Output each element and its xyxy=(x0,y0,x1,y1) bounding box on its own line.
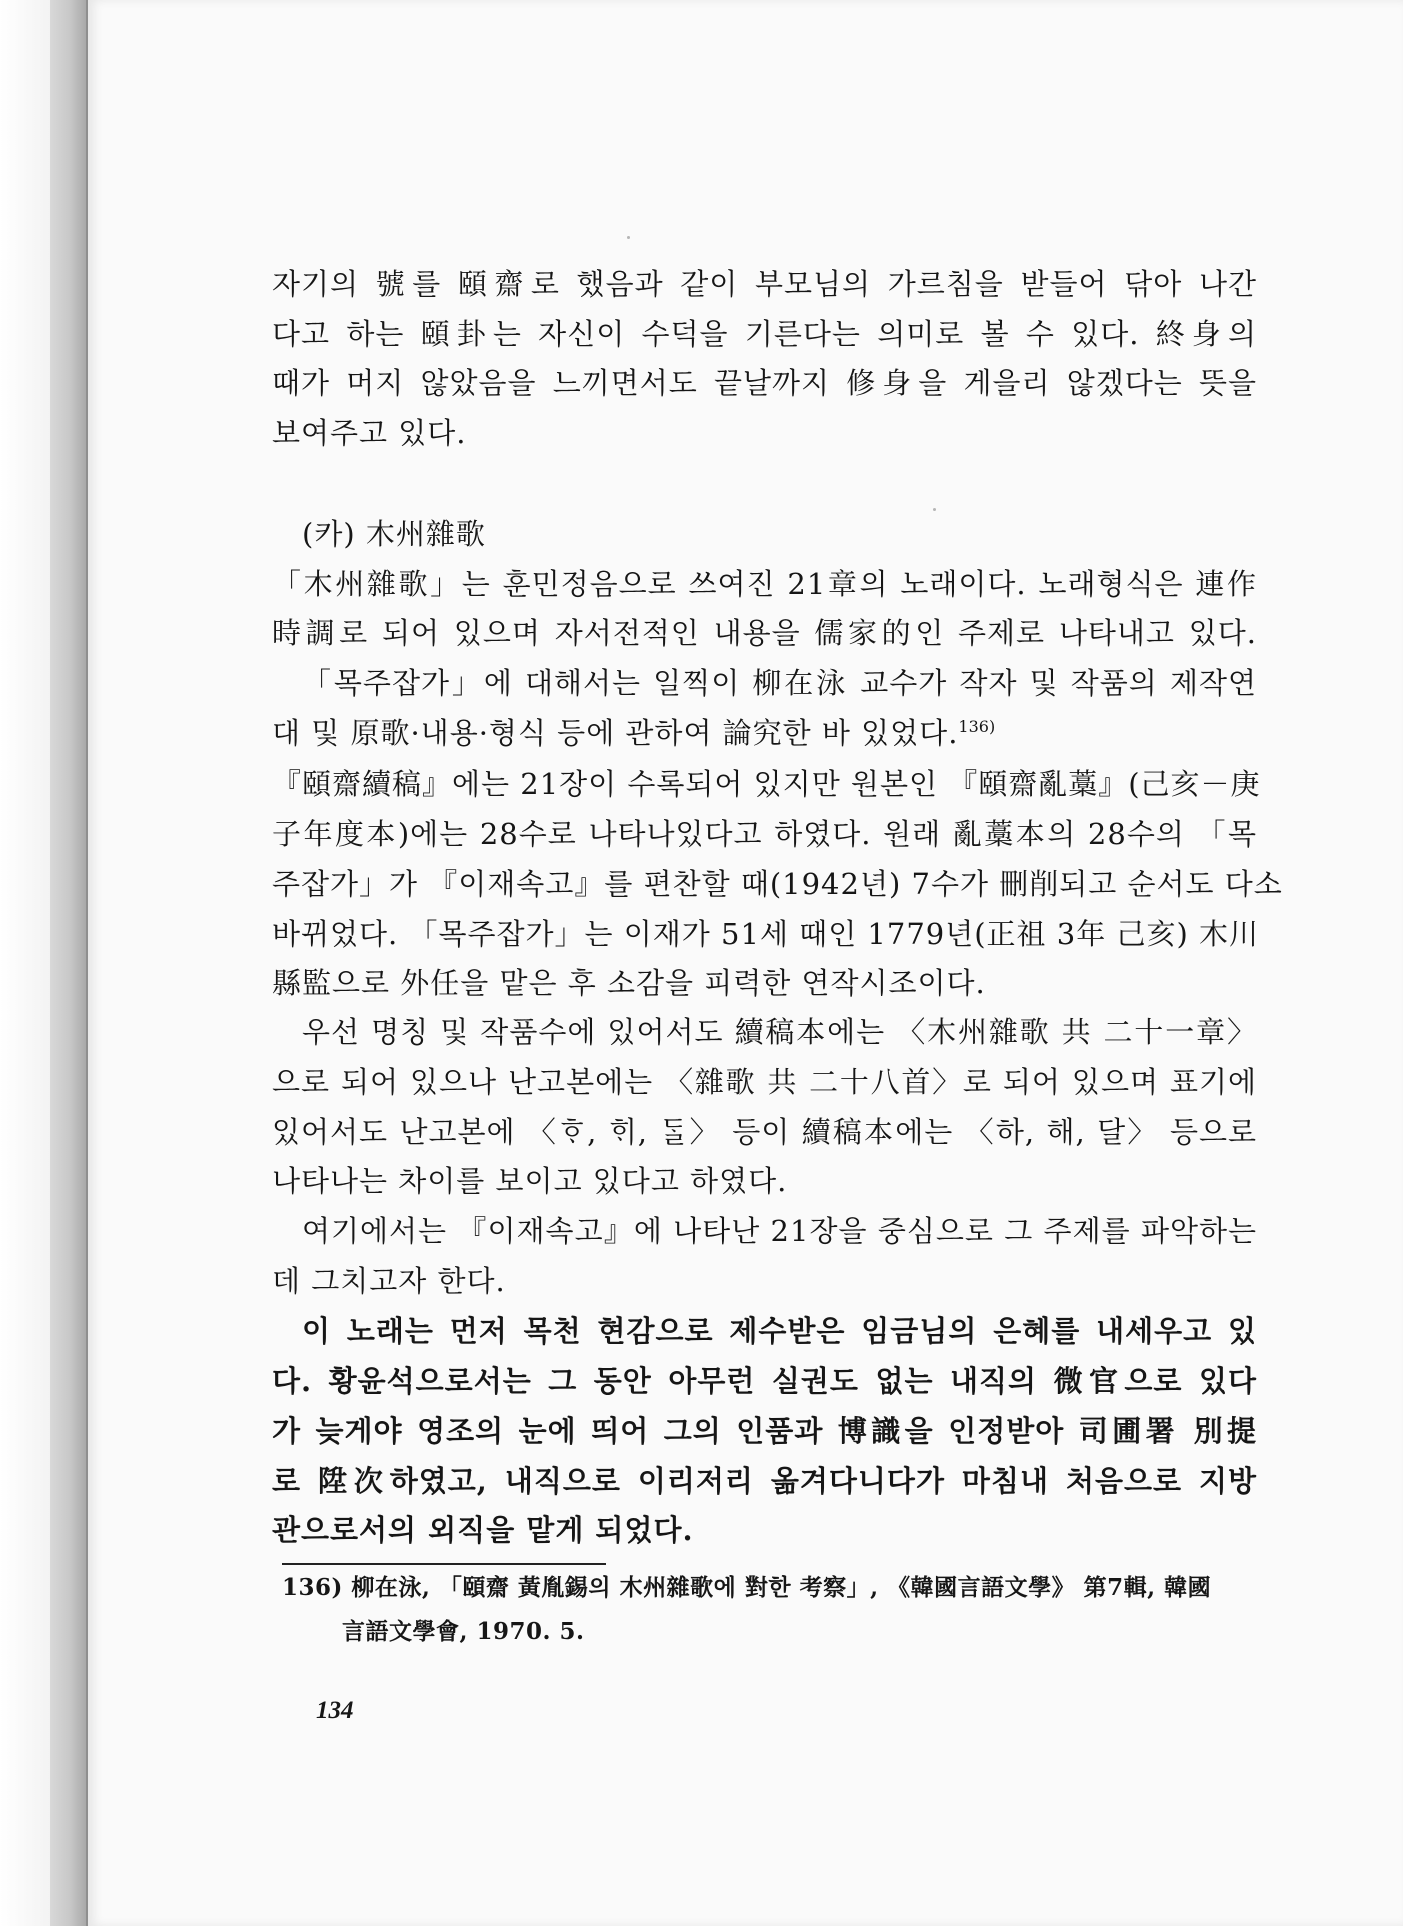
body-line: 縣監으로 外任을 맡은 후 소감을 피력한 연작시조이다. xyxy=(272,966,986,1000)
body-line: 時調로 되어 있으며 자서전적인 내용을 儒家的인 주제로 나타내고 있다. xyxy=(272,616,1257,650)
body-line: 다고 하는 頤卦는 자신이 수덕을 기른다는 의미로 볼 수 있다. 終身의 xyxy=(272,317,1257,351)
body-line: 때가 머지 않았음을 느끼면서도 끝날까지 修身을 게을리 않겠다는 뜻을 xyxy=(272,366,1257,400)
body-line: 「木州雜歌」는 훈민정음으로 쓰여진 21章의 노래이다. 노래형식은 連作 xyxy=(272,567,1257,601)
body-line: 관으로서의 외직을 맡게 되었다. xyxy=(272,1513,694,1547)
body-line: 여기에서는 『이재속고』에 나타난 21장을 중심으로 그 주제를 파악하는 xyxy=(302,1214,1257,1248)
body-line: 바뀌었다. 「목주잡가」는 이재가 51세 때인 1779년(正祖 3年 己亥) 木川 xyxy=(272,917,1259,951)
body-line: 보여주고 있다. xyxy=(272,416,467,450)
page-edge-shadow xyxy=(0,0,50,1926)
body-line: 「목주잡가」에 대해서는 일찍이 柳在泳 교수가 작자 및 작품의 제작연 xyxy=(302,666,1257,700)
body-line: 자기의 號를 頤齋로 했음과 같이 부모님의 가르침을 받들어 닦아 나간 xyxy=(272,267,1257,301)
body-line: 『頤齋續稿』에는 21장이 수록되어 있지만 원본인 『頤齋亂藁』(己亥－庚 xyxy=(272,767,1261,801)
body-line-with-footnote xyxy=(272,713,995,753)
body-line: 데 그치고자 한다. xyxy=(272,1264,506,1298)
body-line: 가 늦게야 영조의 눈에 띄어 그의 인품과 博識을 인정받아 司圃署 別提 xyxy=(272,1414,1257,1448)
body-line-text: 대 및 原歌·내용·형식 등에 관하여 論究한 바 있었다. xyxy=(272,716,959,750)
paper-speck xyxy=(933,508,936,511)
body-line: 주잡가」가 『이재속고』를 편찬할 때(1942년) 7수가 刪削되고 순서도 다소 xyxy=(272,867,1283,901)
page-number: 134 xyxy=(316,1697,354,1724)
footnote-line: 言語文學會, 1970. 5. xyxy=(342,1618,585,1645)
body-line: 子年度本)에는 28수로 나타나있다고 하였다. 원래 亂藁本의 28수의 「목 xyxy=(272,817,1257,851)
section-heading: (카) 木州雜歌 xyxy=(302,517,486,551)
body-line: 다. 황윤석으로서는 그 동안 아무런 실권도 없는 내직의 微官으로 있다 xyxy=(272,1364,1257,1398)
paper-speck xyxy=(627,236,630,239)
body-line: 으로 되어 있으나 난고본에는 〈雜歌 共 二十八首〉로 되어 있으며 표기에 xyxy=(272,1065,1257,1099)
book-spine xyxy=(50,0,88,1926)
body-line: 우선 명칭 및 작품수에 있어서도 續稿本에는 〈木州雜歌 共 二十一章〉 xyxy=(302,1015,1257,1049)
body-line: 이 노래는 먼저 목천 현감으로 제수받은 임금님의 은혜를 내세우고 있 xyxy=(302,1314,1257,1348)
footnote-reference: 136) xyxy=(958,717,996,736)
footnote-rule xyxy=(282,1563,606,1565)
body-line: 있어서도 난고본에 〈ᄒᆞ, ᄒᆡ, ᄃᆞᆯ〉 등이 續稿本에는 〈하, 해, 달〉 등으로 xyxy=(272,1115,1257,1149)
body-line: 로 陞次하였고, 내직으로 이리저리 옮겨다니다가 마침내 처음으로 지방 xyxy=(272,1464,1257,1498)
body-line: 나타나는 차이를 보이고 있다고 하였다. xyxy=(272,1164,788,1198)
footnote-line: 136) 柳在泳, 「頤齋 黃胤錫의 木州雜歌에 對한 考察」, 《韓國言語文學》 第7輯, 韓國 xyxy=(282,1574,1212,1601)
